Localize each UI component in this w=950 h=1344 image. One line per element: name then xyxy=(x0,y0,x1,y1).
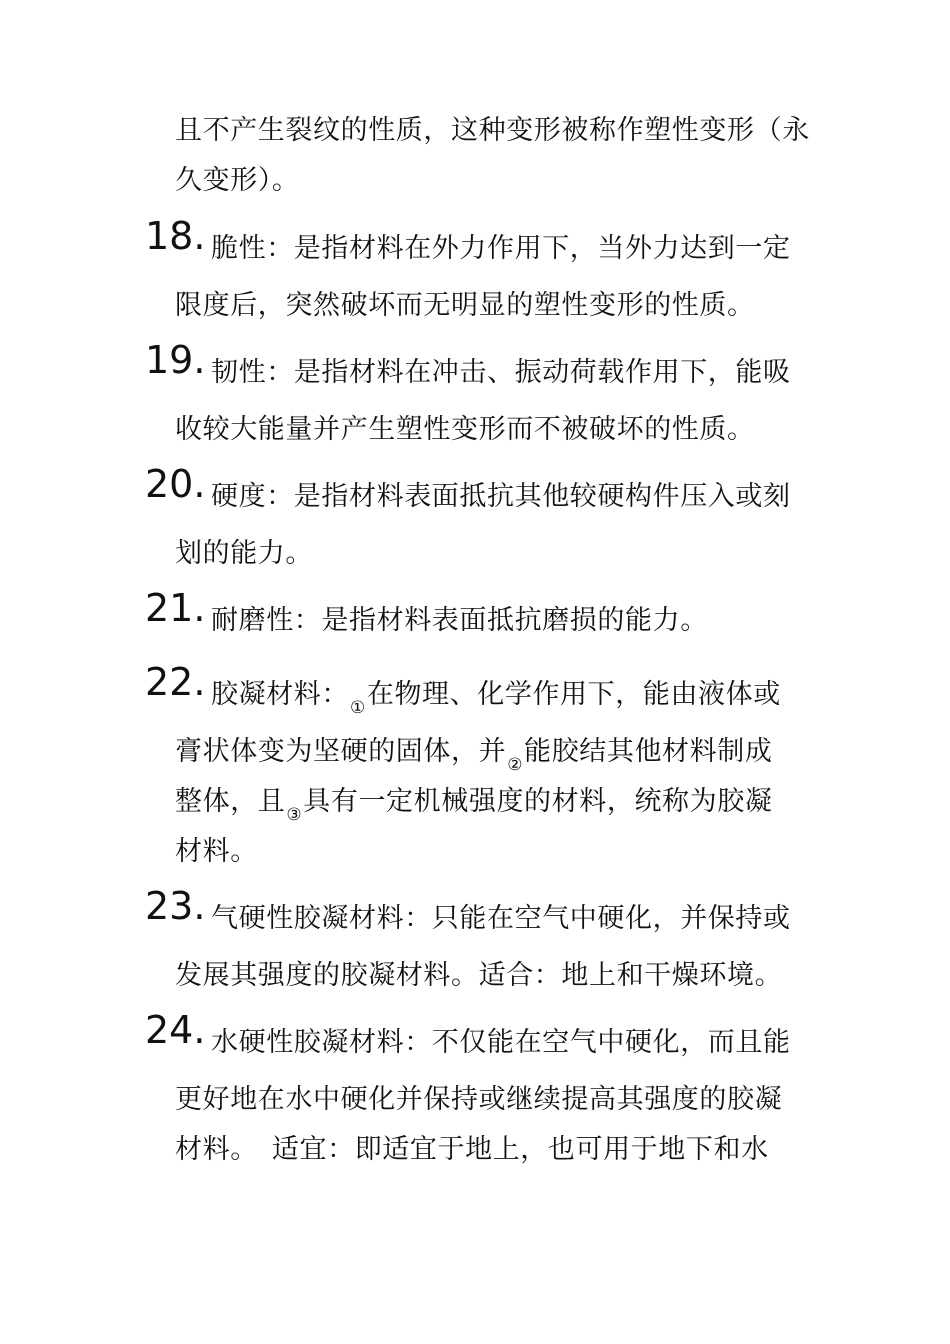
item-24-line-1: 水硬性胶凝材料：不仅能在空气中硬化，而且能 xyxy=(211,1027,791,1058)
item-24-line-2: 更好地在水中硬化并保持或继续提高其强度的胶凝 xyxy=(175,1084,783,1115)
item-22-text: 整体，且 xyxy=(175,786,286,817)
circled-number-1: ① xyxy=(350,698,366,718)
item-22-text: 在物理、化学作用下，能由液体或 xyxy=(366,679,781,710)
item-22-line-2 xyxy=(175,734,772,773)
item-22-text: 能胶结其他材料制成 xyxy=(524,736,773,767)
item-22-line-3 xyxy=(175,784,772,823)
circled-number-2: ② xyxy=(507,755,524,775)
item-number-21: 21. xyxy=(145,586,206,630)
item-19-line-1: 韧性：是指材料在冲击、振动荷载作用下，能吸 xyxy=(211,357,791,388)
item-18-line-2: 限度后，突然破坏而无明显的塑性变形的性质。 xyxy=(175,290,755,321)
paragraph-line: 久变形）。 xyxy=(175,165,300,196)
item-18-line-1: 脆性：是指材料在外力作用下，当外力达到一定 xyxy=(211,233,791,264)
item-number-19: 19. xyxy=(145,338,206,382)
item-20-line-1: 硬度：是指材料表面抵抗其他较硬构件压入或刻 xyxy=(211,481,791,512)
item-24-line-3: 材料。 适宜：即适宜于地上，也可用于地下和水 xyxy=(175,1134,769,1165)
circled-number-3: ③ xyxy=(286,805,303,825)
item-23-line-1: 气硬性胶凝材料：只能在空气中硬化，并保持或 xyxy=(211,903,791,934)
item-22-text: 膏状体变为坚硬的固体，并 xyxy=(175,736,507,767)
paragraph-line: 且不产生裂纹的性质，这种变形被称作塑性变形（永 xyxy=(175,115,810,146)
item-23-line-2: 发展其强度的胶凝材料。适合：地上和干燥环境。 xyxy=(175,960,783,991)
item-20-line-2: 划的能力。 xyxy=(175,538,313,569)
item-number-24: 24. xyxy=(145,1008,206,1052)
item-22-line-4: 材料。 xyxy=(175,836,258,867)
item-21-line-1: 耐磨性：是指材料表面抵抗磨损的能力。 xyxy=(211,605,708,636)
item-number-20: 20. xyxy=(145,462,206,506)
item-19-line-2: 收较大能量并产生塑性变形而不被破坏的性质。 xyxy=(175,414,755,445)
item-22-text: 具有一定机械强度的材料，统称为胶凝 xyxy=(303,786,773,817)
item-number-23: 23. xyxy=(145,884,206,928)
item-22-term: 胶凝材料： xyxy=(211,679,349,710)
item-22-line-1 xyxy=(211,677,781,716)
item-number-18: 18. xyxy=(145,214,206,258)
item-number-22: 22. xyxy=(145,660,206,704)
